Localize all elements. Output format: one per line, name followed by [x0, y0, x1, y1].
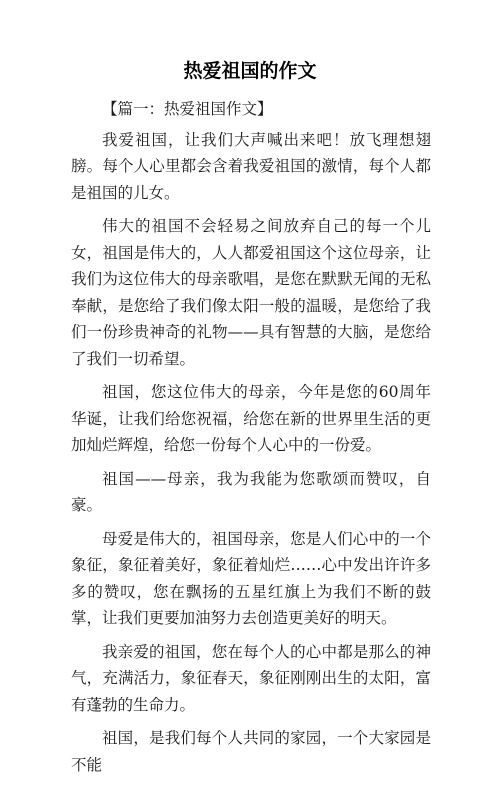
section-heading: 【篇一：热爱祖国作文】 — [102, 100, 273, 118]
paragraph-7: 祖国，是我们每个人共同的家园，一个大家园是不能 — [71, 729, 431, 774]
paragraph-1: 我爱祖国，让我们大声喊出来吧！放飞理想翅膀。每个人心里都会含着我爱祖国的激情，每个人都是祖国的儿女。 — [71, 130, 431, 202]
paragraph-4: 祖国——母亲，我为我能为您歌颂而赞叹，自豪。 — [71, 469, 431, 514]
document-title: 热爱祖国的作文 — [183, 60, 317, 82]
paragraph-6: 我亲爱的祖国，您在每个人的心中都是那么的神气，充满活力，象征春天，象征刚刚出生的太阳，富有蓬勃的生命力。 — [71, 642, 431, 714]
paragraph-5: 母爱是伟大的，祖国母亲，您是人们心中的一个象征，象征着美好，象征着灿烂……心中发出许许多多的赞叹，您在飘扬的五星红旗上为我们不断的鼓掌，让我们更要加油努力去创造更美好的明天。 — [71, 529, 431, 627]
document-body — [71, 96, 431, 785]
paragraph-3: 祖国，您这位伟大的母亲，今年是您的60周年华诞，让我们给您祝福，给您在新的世界里生活的更加灿烂辉煌，给您一份每个人心中的一份爱。 — [71, 383, 431, 454]
paragraph-2: 伟大的祖国不会轻易之间放弃自己的每一个儿女，祖国是伟大的，人人都爱祖国这个这位母亲，让我们为这位伟大的母亲歌唱，是您在默默无闻的无私奉献，是您给了我们像太阳一般的温暖，是您给了我们一份珍贵神奇的礼物——具有智慧的大脑，是您给了我们一切希望。 — [71, 217, 431, 368]
